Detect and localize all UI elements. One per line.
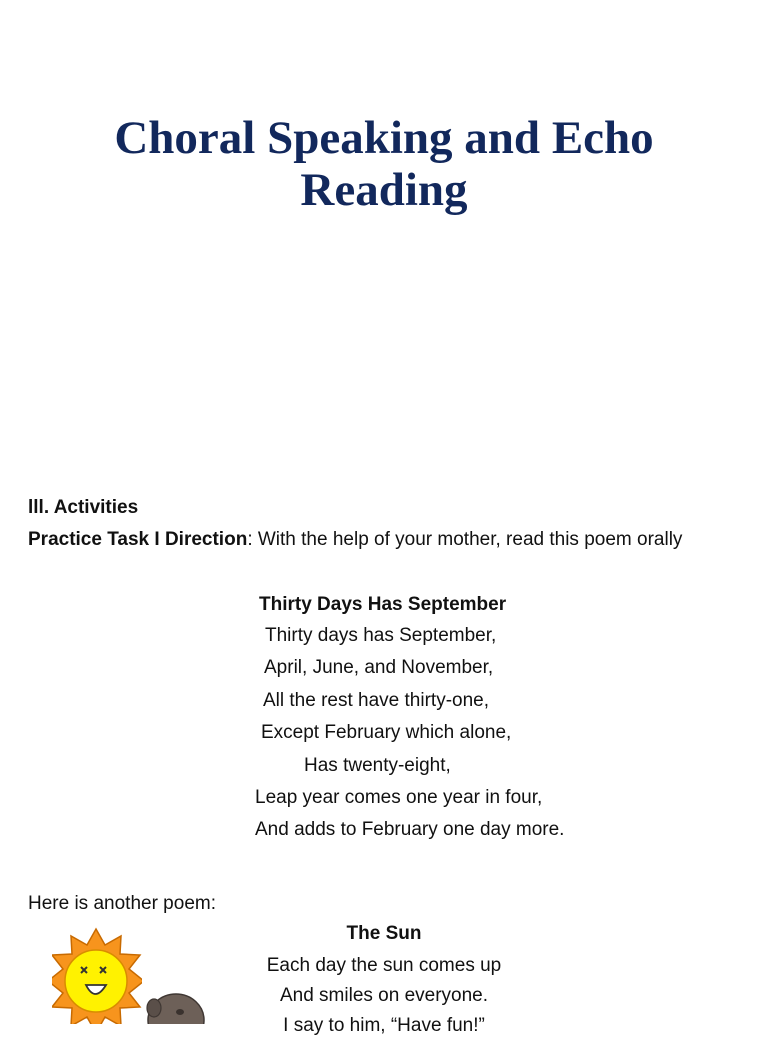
- poem1-line-4: Except February which alone,: [261, 722, 512, 743]
- direction-label: Practice Task I Direction: [28, 529, 248, 550]
- poem2-line-1: Each day the sun comes up: [266, 955, 502, 976]
- section-heading: lll. Activities: [28, 497, 139, 518]
- poem1-title: Thirty Days Has September: [259, 594, 507, 615]
- poem2-title: The Sun: [346, 923, 422, 944]
- cartoon-animal-icon: [140, 990, 212, 1024]
- intro-text: Here is another poem:: [28, 893, 216, 914]
- direction-paragraph: [28, 529, 682, 551]
- poem2-line-3: I say to him, “Have fun!”: [283, 1015, 485, 1036]
- poem1-line-2: April, June, and November,: [264, 657, 494, 678]
- page-title: [0, 112, 768, 216]
- poem1-line-5: Has twenty-eight,: [304, 755, 451, 776]
- page-title-line-1: Choral Speaking and Echo: [114, 112, 654, 164]
- page-title-line-2: Reading: [300, 164, 468, 216]
- poem1-line-6: Leap year comes one year in four,: [255, 787, 543, 808]
- poem2-line-2: And smiles on everyone.: [279, 985, 489, 1006]
- direction-text: : With the help of your mother, read this poem orally: [247, 529, 683, 550]
- smiling-sun-icon: [52, 926, 142, 1024]
- poem1-line-7: And adds to February one day more.: [255, 819, 565, 840]
- poem1-line-3: All the rest have thirty-one,: [263, 690, 489, 711]
- poem1-line-1: Thirty days has September,: [265, 625, 497, 646]
